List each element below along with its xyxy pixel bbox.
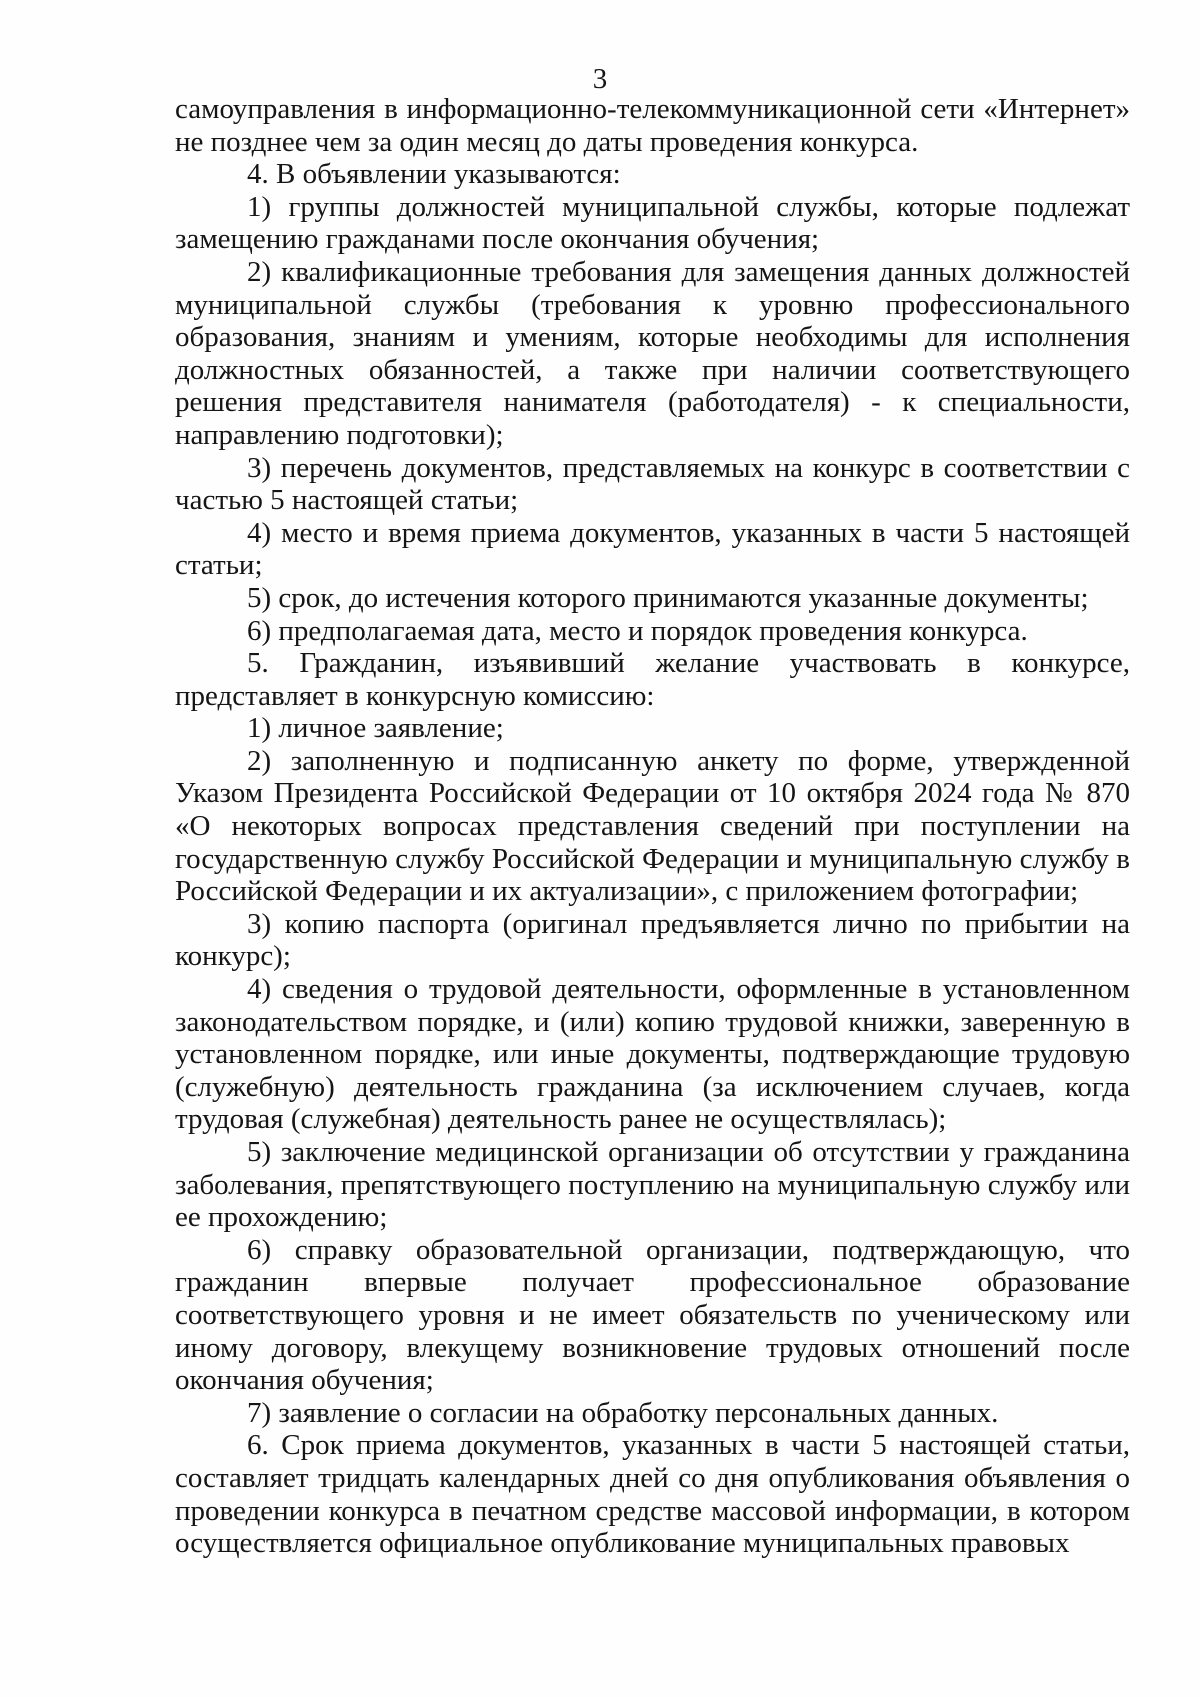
paragraph-clause-5-item-7: 7) заявление о согласии на обработку персональных данных.	[247, 1396, 999, 1429]
page-number: 3	[592, 63, 608, 95]
paragraph-continuation: самоуправления в информационно-телекоммуникационной сети «Интернет» не позднее чем за один месяц до даты проведения конкурса.	[175, 93, 1130, 158]
paragraph-clause-5-item-1: 1) личное заявление;	[247, 712, 504, 745]
paragraph-clause-5-item-6: 6) справку образовательной организации, подтверждающую, что гражданин впервые получает профессиональное образование соответствующего уровня и не имеет обязательств по ученическому или иному договору, влекущему возникновение трудовых отношений после окончания обучения;	[175, 1233, 1130, 1397]
paragraph-clause-5-item-4: 4) сведения о трудовой деятельности, оформленные в установленном законодательством порядке, и (или) копию трудовой книжки, заверенную в установленном порядке, или иные документы, подтверждающие трудовую (служебную) деятельность гражданина (за исключением случаев, когда трудовая (служебная) деятельность ранее не осуществлялась);	[175, 973, 1130, 1136]
paragraph-clause-5-item-2: 2) заполненную и подписанную анкету по форме, утвержденной Указом Президента Российской Федерации от 10 октября 2024 года № 870 «О некоторых вопросах представления сведений при поступлении на государственную службу Российской Федерации и муниципальную службу в Российской Федерации и их актуализации», с приложением фотографии;	[175, 744, 1130, 908]
paragraph-clause-4-item-5: 5) срок, до истечения которого принимаются указанные документы;	[247, 581, 1089, 614]
document-body	[175, 93, 1130, 1560]
paragraph-clause-4: 4. В объявлении указываются:	[247, 158, 621, 191]
paragraph-clause-4-item-4: 4) место и время приема документов, указанных в части 5 настоящей статьи;	[175, 516, 1130, 582]
paragraph-clause-4-item-1: 1) группы должностей муниципальной службы, которые подлежат замещению гражданами после окончания обучения;	[175, 190, 1130, 256]
paragraph-clause-5: 5. Гражданин, изъявивший желание участвовать в конкурсе, представляет в конкурсную комиссию:	[175, 647, 1130, 712]
paragraph-clause-5-item-5: 5) заключение медицинской организации об отсутствии у гражданина заболевания, препятствующего поступлению на муниципальную службу или ее прохождению;	[175, 1136, 1130, 1234]
paragraph-clause-4-item-6: 6) предполагаемая дата, место и порядок проведения конкурса.	[247, 614, 1028, 647]
paragraph-clause-5-item-3: 3) копию паспорта (оригинал предъявляется лично по прибытии на конкурс);	[175, 907, 1130, 973]
paragraph-clause-4-item-3: 3) перечень документов, представляемых на конкурс в соответствии с частью 5 настоящей статьи;	[175, 451, 1130, 517]
paragraph-clause-4-item-2: 2) квалификационные требования для замещения данных должностей муниципальной службы (требования к уровню профессионального образования, знаниям и умениям, которые необходимы для исполнения должностных обязанностей, а также при наличии соответствующего решения представителя нанимателя (работодателя) - к специальности, направлению подготовки);	[175, 255, 1130, 451]
paragraph-clause-6: 6. Срок приема документов, указанных в части 5 настоящей статьи, составляет тридцать календарных дней со дня опубликования объявления о проведении конкурса в печатном средстве массовой информации, в котором осуществляется официальное опубликование муниципальных правовых	[175, 1429, 1130, 1560]
